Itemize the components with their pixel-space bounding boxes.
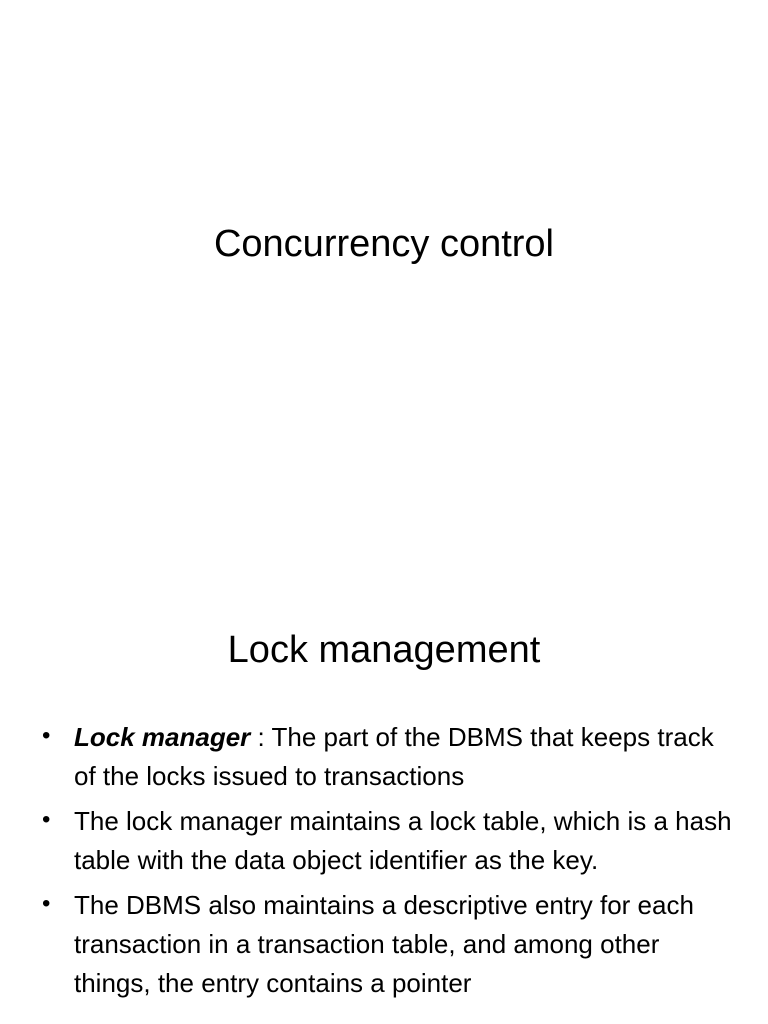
slide-lock-management — [0, 576, 768, 1024]
slide-title: Concurrency control — [213, 223, 555, 265]
bullet-text: The DBMS also maintains a descriptive entry for each transaction in a transaction table, and among other things, the entry contains a pointer — [74, 890, 694, 998]
bullet-dot-icon: • — [42, 806, 51, 833]
bullet-text: : The part of the DBMS that keeps track of the locks issued to transactions — [74, 722, 714, 791]
bullet-text: The lock manager maintains a lock table, which is a hash table with the data object identifier as the key. — [74, 806, 732, 875]
bullet-item — [42, 886, 732, 1003]
bullet-term: Lock manager — [74, 722, 251, 752]
bullet-item — [42, 802, 732, 880]
bullet-item — [42, 718, 732, 796]
bullet-dot-icon: • — [42, 890, 51, 917]
bullet-list — [42, 718, 732, 1009]
bullet-dot-icon: • — [42, 722, 51, 749]
slide-title: Lock management — [227, 629, 541, 671]
